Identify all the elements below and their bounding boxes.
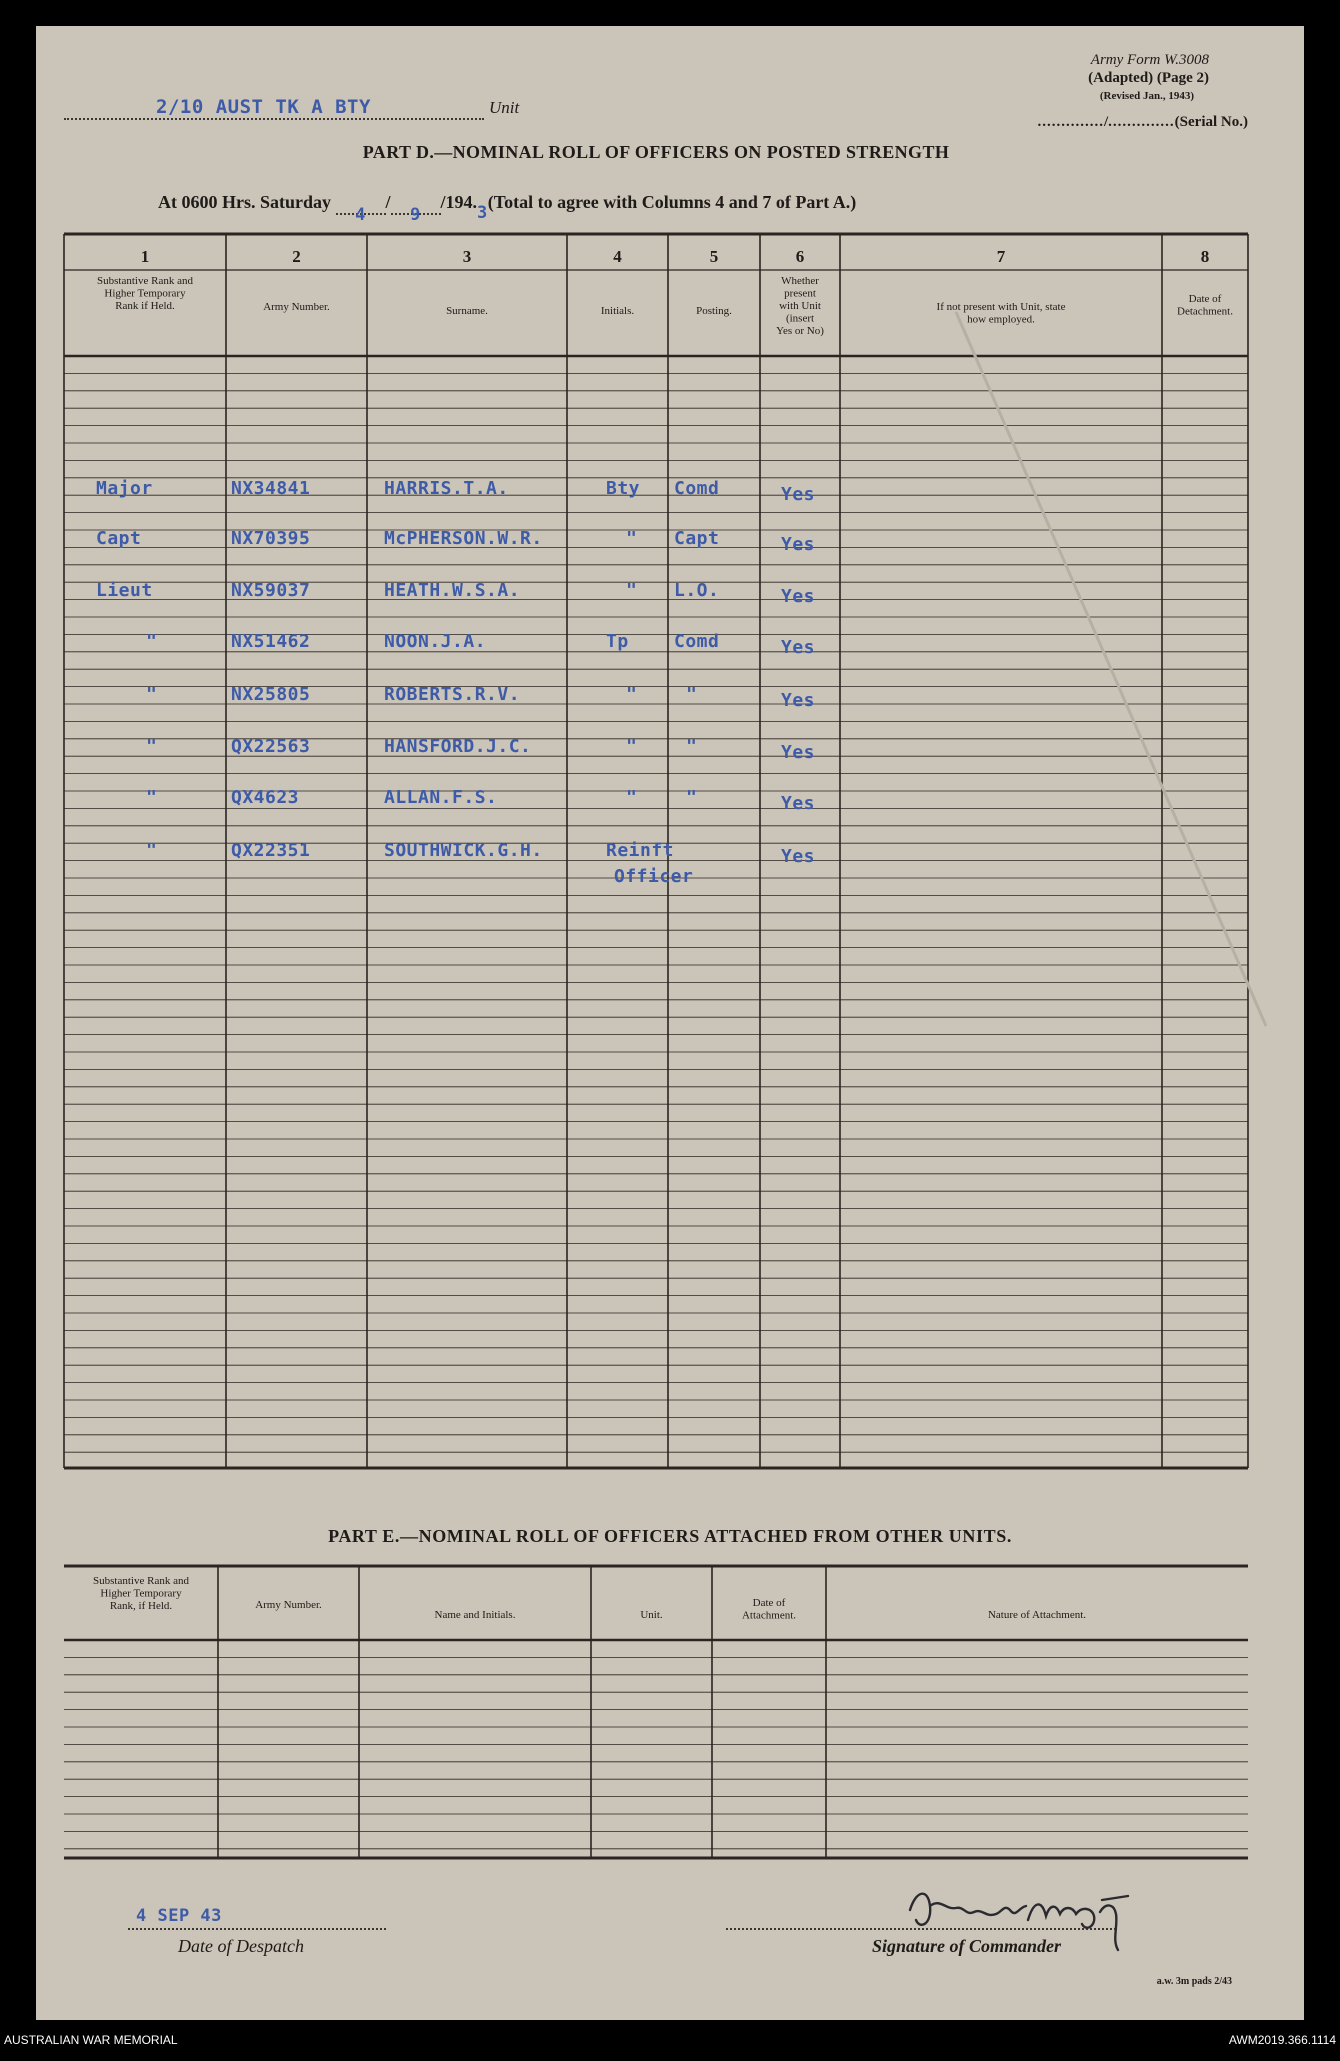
- column-number-6: 6: [795, 247, 805, 266]
- column-number-4: 4: [613, 247, 622, 266]
- cell-posting: Capt: [674, 528, 720, 549]
- part-e-title: PART E.—NOMINAL ROLL OF OFFICERS ATTACHED FROM OTHER UNITS.: [328, 1526, 1012, 1546]
- part-e-header-text: [93, 1575, 1086, 1622]
- cell-posting: Comd: [674, 631, 720, 652]
- cell-rank: Capt: [96, 528, 142, 549]
- cell-number: NX59037: [231, 580, 311, 601]
- cell-initials: ": [626, 528, 638, 549]
- cell-surname: ALLAN.F.S.: [384, 787, 498, 808]
- column-header-7: If not present with Unit, state how employed.: [936, 301, 1066, 326]
- column-number-7: 7: [996, 247, 1006, 266]
- cell-surname: HEATH.W.S.A.: [384, 580, 521, 601]
- part-e-column-header-5: Date of Attachment.: [741, 1597, 797, 1622]
- cell-present: Yes: [781, 690, 816, 711]
- form-adapted: (Adapted) (Page 2): [1088, 70, 1209, 86]
- column-number-1: 1: [140, 247, 150, 266]
- despatch-field: [128, 1906, 386, 1956]
- serial-number-field: ............../..............(Serial No.): [1037, 114, 1248, 130]
- column-header-6: Whether present with Unit (insert Yes or No): [776, 275, 824, 337]
- part-e-column-header-3: Name and Initials.: [434, 1609, 516, 1621]
- column-header-4: Initials.: [600, 305, 635, 317]
- unit-label: Unit: [489, 98, 520, 117]
- cell-rank: Major: [96, 478, 153, 499]
- cell-posting: Officer: [614, 866, 694, 887]
- cell-initials: ": [626, 787, 638, 808]
- table-row: [36, 684, 1304, 724]
- total-note: (Total to agree with Columns 4 and 7 of Part A.): [487, 192, 857, 212]
- form-sheet: [36, 26, 1304, 2020]
- part-e-column-header-6: Nature of Attachment.: [987, 1609, 1087, 1621]
- table-row: [36, 631, 1304, 671]
- cell-present: Yes: [781, 637, 816, 658]
- cell-surname: HANSFORD.J.C.: [384, 736, 532, 757]
- cell-present: Yes: [781, 846, 816, 867]
- part-e-column-header-2: Army Number.: [255, 1599, 322, 1611]
- part-d-date-line: At 0600 Hrs. Saturday 4/9/194.3(Total to agree with Columns 4 and 7 of Part A.): [158, 192, 857, 225]
- cell-initials: Tp: [606, 631, 629, 652]
- unit-value: 2/10 AUST TK A BTY: [156, 96, 371, 118]
- cell-rank: ": [146, 840, 158, 861]
- date-year-digit: 3: [477, 203, 488, 223]
- cell-initials: ": [626, 684, 638, 705]
- cell-number: QX4623: [231, 787, 300, 808]
- column-header-8: Date of Detachment.: [1177, 293, 1233, 318]
- cell-initials: ": [626, 736, 638, 757]
- cell-posting: Comd: [674, 478, 720, 499]
- cell-surname: HARRIS.T.A.: [384, 478, 509, 499]
- column-header-5: Posting.: [696, 305, 732, 317]
- cell-surname: ROBERTS.R.V.: [384, 684, 521, 705]
- cell-initials: Bty: [606, 478, 641, 499]
- cell-number: QX22563: [231, 736, 311, 757]
- column-header-2: Army Number.: [263, 301, 330, 313]
- cell-present: Yes: [781, 484, 816, 505]
- cell-initials: ": [626, 580, 638, 601]
- cell-rank: ": [146, 736, 158, 757]
- archive-id: AWM2019.366.1114: [1228, 2033, 1336, 2047]
- part-d-title: PART D.—NOMINAL ROLL OF OFFICERS ON POSTED STRENGTH: [362, 142, 950, 162]
- column-number-3: 3: [462, 247, 472, 266]
- form-name: Army Form W.3008: [1090, 52, 1209, 68]
- date-month: 9: [410, 205, 421, 225]
- commander-field: [696, 1906, 1116, 1966]
- cell-present: Yes: [781, 534, 816, 555]
- cell-present: Yes: [781, 586, 816, 607]
- cell-present: Yes: [781, 793, 816, 814]
- cell-present: Yes: [781, 742, 816, 763]
- cell-surname: McPHERSON.W.R.: [384, 528, 543, 549]
- print-code: a.w. 3m pads 2/43: [1156, 1976, 1232, 1987]
- column-header-3: Surname.: [446, 305, 488, 317]
- part-d-table: [36, 26, 1304, 2020]
- column-header-1: Substantive Rank and Higher Temporary Rank if Held.: [97, 275, 193, 312]
- cell-rank: Lieut: [96, 580, 153, 601]
- cell-surname: NOON.J.A.: [384, 631, 487, 652]
- cell-posting: ": [686, 684, 698, 705]
- cell-rank: ": [146, 787, 158, 808]
- cell-initials: Reinft: [606, 840, 675, 861]
- column-number-5: 5: [709, 247, 719, 266]
- table-row: [36, 840, 1304, 887]
- cell-posting: L.O.: [674, 580, 720, 601]
- archive-credit: AUSTRALIAN WAR MEMORIAL: [4, 2033, 178, 2047]
- cell-rank: ": [146, 631, 158, 652]
- cell-rank: ": [146, 684, 158, 705]
- table-row: [36, 528, 1304, 568]
- part-e-column-header-1: Substantive Rank and Higher Temporary Rank, if Held.: [93, 1575, 189, 1612]
- table-row: [36, 478, 1304, 518]
- cell-surname: SOUTHWICK.G.H.: [384, 840, 543, 861]
- date-day: 4: [355, 205, 366, 225]
- column-number-8: 8: [1200, 247, 1210, 266]
- cell-number: NX70395: [231, 528, 311, 549]
- table-row: [36, 787, 1304, 827]
- cell-number: QX22351: [231, 840, 311, 861]
- cell-number: NX34841: [231, 478, 311, 499]
- cell-posting: ": [686, 736, 698, 757]
- commander-label: Signature of Commander: [872, 1936, 1062, 1956]
- column-number-2: 2: [292, 247, 301, 266]
- cell-number: NX51462: [231, 631, 311, 652]
- part-e-column-header-4: Unit.: [640, 1609, 663, 1621]
- despatch-label: Date of Despatch: [178, 1936, 304, 1956]
- part-d-header-text: [97, 247, 1233, 337]
- form-revised: (Revised Jan., 1943): [1099, 90, 1194, 102]
- table-row: [36, 580, 1304, 620]
- serial-label: (Serial No.): [1174, 114, 1248, 130]
- despatch-value: 4 SEP 43: [136, 1906, 222, 1926]
- cell-posting: ": [686, 787, 698, 808]
- table-row: [36, 736, 1304, 776]
- cell-number: NX25805: [231, 684, 311, 705]
